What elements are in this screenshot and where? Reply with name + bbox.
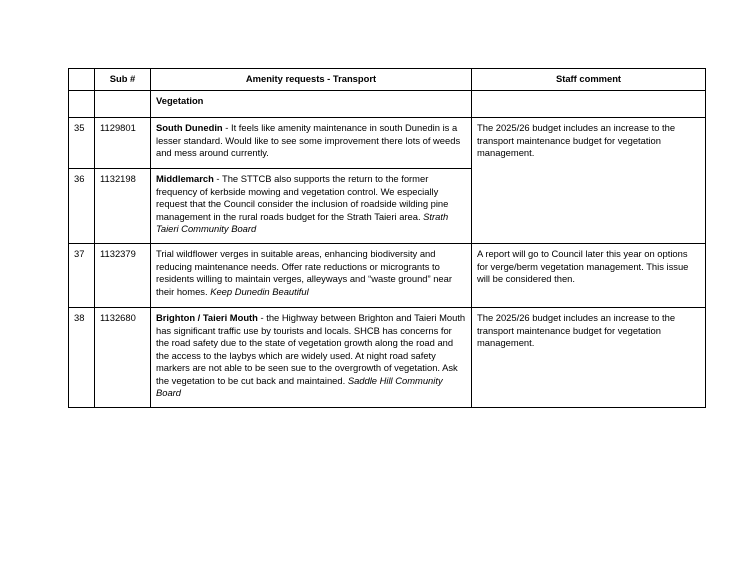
submission-number: 1132379 bbox=[95, 244, 151, 308]
request-text: - The STTCB also supports the return to the former frequency of kerbside mowing and vegetation control. We especially request that the Council consider the inclusion of roadside wilding pine management in the rural roads budget for the Strath Taieri area. bbox=[156, 173, 449, 222]
section-comment-cell bbox=[472, 91, 706, 118]
submission-number: 1132680 bbox=[95, 308, 151, 408]
table-row bbox=[69, 118, 706, 169]
section-sub-cell bbox=[95, 91, 151, 118]
header-sub-number: Sub # bbox=[95, 69, 151, 91]
table-row bbox=[69, 244, 706, 308]
request-text: Trial wildflower verges in suitable areas, enhancing biodiversity and reducing maintenance needs. Offer rate reductions or microgrants to residents willing to maintain verges, alleyways and “waste ground” near their homes. bbox=[156, 248, 452, 297]
staff-comment: The 2025/26 budget includes an increase to the transport maintenance budget for vegetation management. bbox=[472, 118, 706, 244]
row-number: 37 bbox=[69, 244, 95, 308]
amenity-requests-table bbox=[68, 68, 706, 408]
request-cell bbox=[151, 118, 472, 169]
request-location: South Dunedin bbox=[156, 122, 223, 133]
request-attribution: Saddle Hill Community Board bbox=[156, 374, 443, 398]
header-request: Amenity requests - Transport bbox=[151, 69, 472, 91]
section-number-cell bbox=[69, 91, 95, 118]
table-header-row bbox=[69, 69, 706, 91]
row-number: 36 bbox=[69, 169, 95, 244]
request-cell bbox=[151, 169, 472, 244]
header-staff-comment: Staff comment bbox=[472, 69, 706, 91]
request-location: Brighton / Taieri Mouth bbox=[156, 312, 258, 323]
request-attribution: Strath Taieri Community Board bbox=[156, 210, 449, 234]
request-attribution: Keep Dunedin Beautiful bbox=[210, 285, 309, 297]
staff-comment: The 2025/26 budget includes an increase to the transport maintenance budget for vegetation management. bbox=[472, 308, 706, 408]
submission-number: 1132198 bbox=[95, 169, 151, 244]
request-text: - the Highway between Brighton and Taieri Mouth has significant traffic use by tourists and locals. SHCB has concerns for the road safety due to the state of vegetation growth along the road and the access to the laybys which are widely used. At night road safety markers are not able to be seen sue to the overgrowth of vegetation. Ask the vegetation to be cut back and maintained. bbox=[156, 312, 466, 386]
request-location: Middlemarch bbox=[156, 173, 214, 184]
request-cell bbox=[151, 308, 472, 408]
row-number: 38 bbox=[69, 308, 95, 408]
row-number: 35 bbox=[69, 118, 95, 169]
staff-comment: A report will go to Council later this year on options for verge/berm vegetation management. This issue will be considered then. bbox=[472, 244, 706, 308]
header-number bbox=[69, 69, 95, 91]
request-cell bbox=[151, 244, 472, 308]
request-text: - It feels like amenity maintenance in south Dunedin is a lesser standard. Would like to see some improvement there lots of weeds and mess around currently. bbox=[156, 122, 461, 158]
section-row bbox=[69, 91, 706, 118]
table-row bbox=[69, 308, 706, 408]
submission-number: 1129801 bbox=[95, 118, 151, 169]
section-label: Vegetation bbox=[151, 91, 472, 118]
